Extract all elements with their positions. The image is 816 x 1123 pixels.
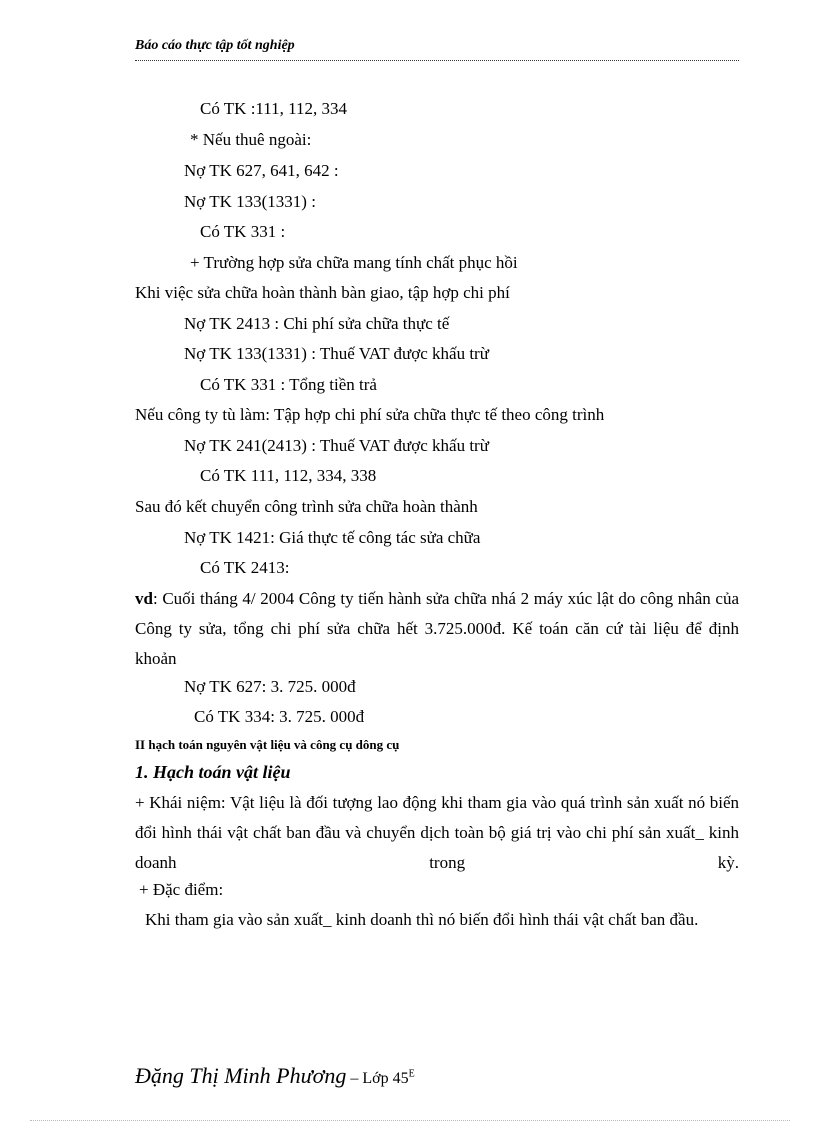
example-paragraph (135, 584, 739, 674)
entry-line: Có TK 2413: (200, 558, 290, 577)
entry-line: Nợ TK 2413 : Chi phí sửa chữa thực tế (184, 314, 450, 333)
characteristics-label: + Đặc điểm: (139, 880, 224, 899)
entry-line: Nợ TK 627: 3. 725. 000đ (184, 677, 356, 696)
entry-line: Nợ TK 627, 641, 642 : (184, 161, 339, 180)
entry-line: Có TK 334: 3. 725. 000đ (194, 707, 365, 726)
page-header (135, 38, 739, 61)
entry-line: Có TK :111, 112, 334 (200, 99, 348, 118)
entry-line: Nợ TK 133(1331) : Thuế VAT được khấu trừ (184, 344, 489, 363)
entry-line: Nợ TK 133(1331) : (184, 192, 316, 211)
subsection-heading: 1. Hạch toán vật liệu (135, 762, 291, 782)
entry-line: * Nếu thuê ngoài: (190, 130, 312, 149)
example-text: : Cuối tháng 4/ 2004 Công ty tiến hành sửa chữa nhá 2 máy xúc lật do công nhân của Công ty sửa, tổng chi phí sửa chữa hết 3.725.000đ. Kế toán căn cứ tài liệu để định khoản (135, 589, 739, 668)
footer-dash: – (346, 1070, 363, 1087)
entry-line: Nếu công ty tù làm: Tập hợp chi phí sửa chữa thực tế theo công trình (135, 405, 605, 424)
class-superscript: E (408, 1068, 415, 1080)
entry-line: Có TK 331 : (200, 222, 286, 241)
entry-line: Có TK 111, 112, 334, 338 (200, 466, 377, 485)
definition-paragraph: + Khái niệm: Vật liệu là đối tượng lao động khi tham gia vào quá trình sản xuất nó biến đổi hình thái vật chất ban đầu và chuyển dịch toàn bộ giá trị vào chi phí sản xuất_ kinh doanh trong kỳ. (135, 793, 739, 872)
page-footer (135, 1063, 415, 1089)
entry-line: Nợ TK 1421: Giá thực tế công tác sửa chữa (184, 528, 481, 547)
entry-line: Nợ TK 241(2413) : Thuế VAT được khấu trừ (184, 436, 489, 455)
section-heading: II hạch toán nguyên vật liệu và công cụ dông cụ (135, 737, 400, 752)
report-title: Báo cáo thực tập tốt nghiệp (135, 38, 295, 53)
entry-line: Có TK 331 : Tổng tiền trả (200, 375, 377, 394)
bottom-divider (30, 1120, 790, 1121)
entry-line: Khi việc sửa chữa hoàn thành bàn giao, tập hợp chi phí (135, 283, 510, 302)
example-label: vd (135, 589, 153, 608)
class-label: Lớp 45 (362, 1070, 409, 1087)
entry-line: + Trường hợp sửa chữa mang tính chất phục hồi (190, 253, 518, 272)
author-name: Đặng Thị Minh Phương (135, 1063, 347, 1088)
characteristics-paragraph: Khi tham gia vào sản xuất_ kinh doanh thì nó biến đổi hình thái vật chất ban đầu. (145, 910, 699, 929)
entry-line: Sau đó kết chuyển công trình sửa chữa hoàn thành (135, 497, 478, 516)
